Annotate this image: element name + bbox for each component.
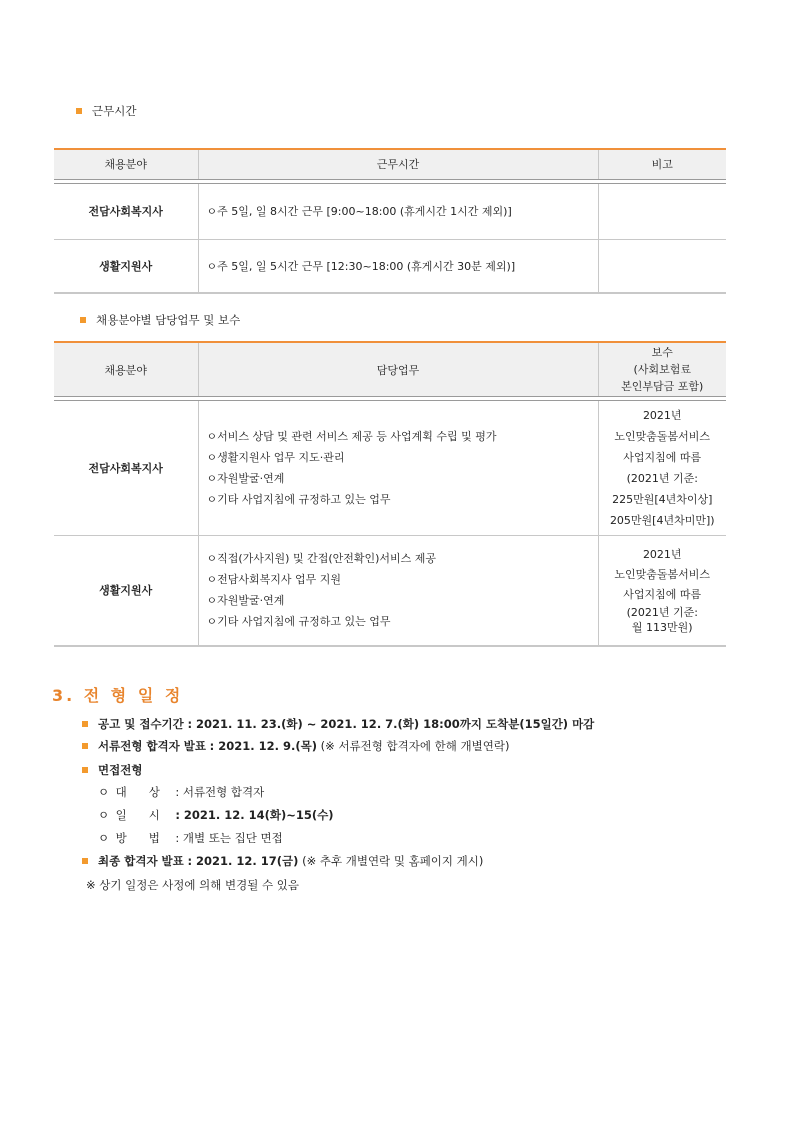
header-duties: 담당업무 (198, 342, 598, 397)
duty-item: ㅇ직접(가사지원) 및 간접(안전확인)서비스 제공 (206, 552, 437, 566)
duty-item: ㅇ전담사회복지사 업무 지원 (206, 573, 342, 587)
duty-item: ㅇ기타 사업지침에 규정하고 있는 업무 (206, 615, 391, 629)
interview-date-line: ㅇ 일 시 : 2021. 12. 14(화)~15(수) (98, 808, 334, 822)
orange-square-bullet-icon (76, 108, 82, 114)
orange-square-bullet-icon (82, 767, 88, 773)
pay-cell: 2021년 노인맞춤돌봄서비스 사업지침에 따름 (2021년 기준: 225만원[4년차이상] 205만원[4년차미만]) (598, 401, 726, 536)
duty-item: ㅇ자원발굴·연계 (206, 594, 285, 608)
schedule-final-line: 최종 합격자 발표 : 2021. 12. 17(금) (※ 추후 개별연락 및 홈페이지 게시) (82, 853, 483, 869)
field-cell: 생활지원사 (54, 239, 198, 293)
table-row (54, 183, 726, 239)
work-hours-section-label: 근무시간 (76, 103, 136, 119)
table-row (54, 239, 726, 293)
header-pay: 보수 (사회보험료 본인부담금 포함) (598, 342, 726, 397)
hours-cell: ㅇ주 5일, 일 5시간 근무 [12:30~18:00 (휴게시간 30분 제외)] (198, 239, 598, 293)
hours-cell: ㅇ주 5일, 일 8시간 근무 [9:00~18:00 (휴게시간 1시간 제외)] (198, 183, 598, 239)
field-cell: 생활지원사 (54, 536, 198, 646)
schedule-footnote: ※ 상기 일정은 사정에 의해 변경될 수 있음 (86, 878, 299, 892)
table-row (54, 536, 726, 646)
orange-square-bullet-icon (80, 317, 86, 323)
schedule-notice-line: 공고 및 접수기간 : 2021. 11. 23.(화) ~ 2021. 12. 7.(화) 18:00까지 도착분(15일간) 마감 (82, 716, 594, 732)
field-cell: 전담사회복지사 (54, 401, 198, 536)
schedule-title: 3. 전 형 일 정 (52, 686, 184, 705)
duty-item: ㅇ서비스 상담 및 관련 서비스 제공 등 사업계획 수립 및 평가 (206, 430, 497, 443)
interview-target-line: ㅇ 대 상 : 서류전형 합격자 (98, 785, 265, 799)
field-cell: 전담사회복지사 (54, 183, 198, 239)
header-hours: 근무시간 (198, 149, 598, 179)
schedule-doc-result-line: 서류전형 합격자 발표 : 2021. 12. 9.(목) (※ 서류전형 합격자에 한해 개별연락) (82, 738, 509, 754)
duties-cell (198, 401, 598, 536)
note-cell (598, 239, 726, 293)
orange-square-bullet-icon (82, 743, 88, 749)
duties-cell (198, 536, 598, 646)
duty-item: ㅇ기타 사업지침에 규정하고 있는 업무 (206, 493, 391, 506)
work-hours-table (54, 148, 726, 294)
header-note: 비고 (598, 149, 726, 179)
duties-table (54, 341, 726, 647)
duties-section-label: 채용분야별 담당업무 및 보수 (80, 312, 240, 328)
orange-square-bullet-icon (82, 721, 88, 727)
duty-item: ㅇ생활지원사 업무 지도·관리 (206, 451, 345, 464)
pay-cell: 2021년 노인맞춤돌봄서비스 사업지침에 따름 (2021년 기준: 월 113만원) (598, 536, 726, 646)
table-row (54, 401, 726, 536)
note-cell (598, 183, 726, 239)
schedule-interview-line: 면접전형 (82, 762, 142, 778)
header-field: 채용분야 (54, 149, 198, 179)
orange-square-bullet-icon (82, 858, 88, 864)
header-field: 채용분야 (54, 342, 198, 397)
interview-method-line: ㅇ 방 법 : 개별 또는 집단 면접 (98, 831, 283, 845)
duty-item: ㅇ자원발굴·연계 (206, 472, 285, 485)
